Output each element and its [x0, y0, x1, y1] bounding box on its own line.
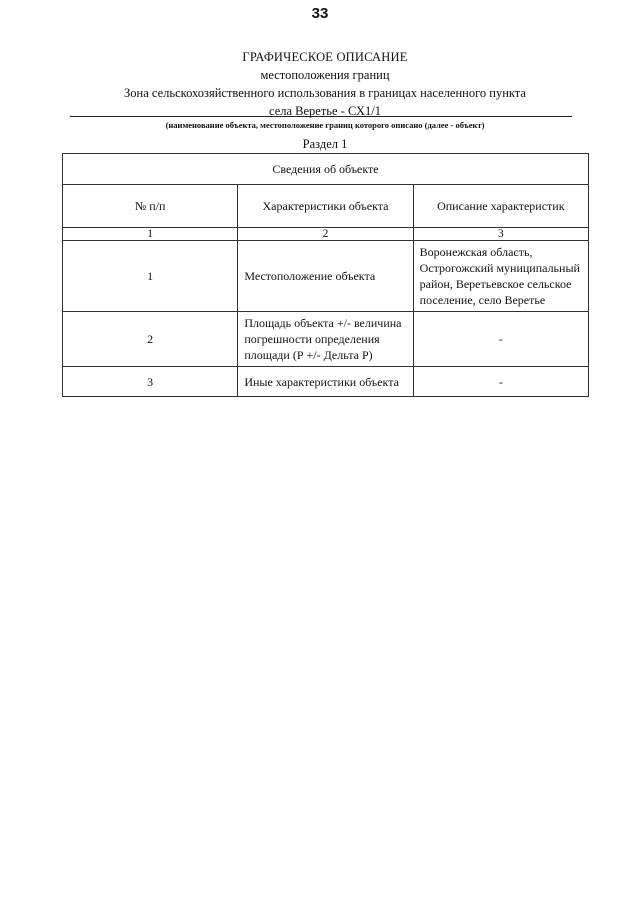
table-row [63, 312, 589, 367]
row-description: Воронежская область, Острогожский муниципальный район, Веретьевское сельское поселение, село Веретье [413, 241, 588, 312]
row-characteristic: Иные характеристики объекта [238, 367, 413, 397]
col-number-2: 2 [238, 228, 413, 241]
col-header-description: Описание характеристик [413, 185, 588, 228]
object-info-table [62, 153, 589, 397]
col-number-3: 3 [413, 228, 588, 241]
rule-caption: (наименование объекта, местоположение границ которого описано (далее - объект) [165, 120, 485, 130]
section-label: Раздел 1 [302, 137, 348, 151]
document-header [60, 48, 590, 120]
table-row [63, 241, 589, 312]
zone-name: Зона сельскохозяйственного использования в границах населенного пункта [124, 86, 526, 100]
col-header-characteristic: Характеристики объекта [238, 185, 413, 228]
document-title: ГРАФИЧЕСКОЕ ОПИСАНИЕ [242, 50, 408, 64]
table-row [63, 367, 589, 397]
col-header-number: № п/п [63, 185, 238, 228]
row-description: - [413, 367, 588, 397]
row-description: - [413, 312, 588, 367]
row-number: 2 [63, 312, 238, 367]
row-characteristic: Площадь объекта +/- величина погрешности определения площади (Р +/- Дельта Р) [238, 312, 413, 367]
row-characteristic: Местоположение объекта [238, 241, 413, 312]
underline-rule [70, 116, 572, 117]
village-name: села Веретье - СХ1/1 [269, 104, 381, 118]
table-title: Сведения об объекте [63, 154, 589, 185]
row-number: 3 [63, 367, 238, 397]
row-number: 1 [63, 241, 238, 312]
col-number-1: 1 [63, 228, 238, 241]
document-subtitle: местоположения границ [260, 68, 390, 82]
page-number: 33 [311, 5, 329, 22]
